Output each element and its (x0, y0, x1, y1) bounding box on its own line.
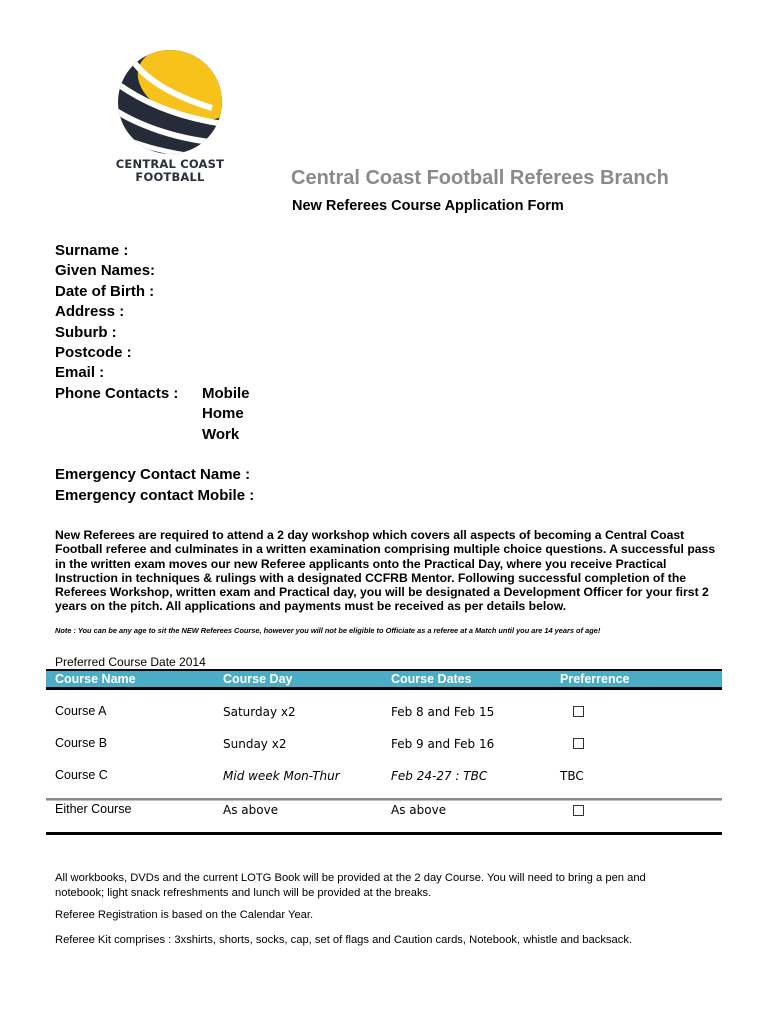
central-coast-football-logo (100, 48, 240, 193)
phone-work-label: Work (202, 425, 240, 443)
info-registration: Referee Registration is based on the Calendar Year. (55, 909, 314, 921)
phone-contacts-label: Phone Contacts : (55, 384, 179, 402)
course-dates: Feb 8 and Feb 15 (391, 705, 495, 719)
email-field[interactable] (55, 363, 254, 383)
logo-wordmark (100, 158, 240, 184)
football-ball-icon (100, 48, 240, 156)
course-day: Mid week Mon-Thur (223, 769, 340, 783)
course-name: Course C (55, 768, 108, 782)
postcode-label: Postcode : (55, 343, 132, 361)
emergency-name-label: Emergency Contact Name : (55, 466, 251, 484)
course-dates: Feb 24-27 : TBC (391, 769, 488, 783)
col-course-day: Course Day (223, 672, 293, 686)
surname-field[interactable] (55, 241, 254, 261)
address-field[interactable] (55, 302, 254, 322)
preference-checkbox-b[interactable] (573, 738, 584, 749)
phone-mobile-label: Mobile (202, 384, 250, 402)
logo-line-2: FOOTBALL (135, 170, 205, 184)
preference-checkbox-either[interactable] (573, 805, 584, 816)
given-names-label: Given Names: (55, 262, 156, 280)
logo-line-1: CENTRAL COAST (115, 157, 225, 171)
course-dates: Feb 9 and Feb 16 (391, 737, 495, 751)
course-dates: As above (391, 803, 447, 817)
info-kit: Referee Kit comprises : 3xshirts, shorts, socks, cap, set of flags and Caution cards, Notebook, whistle and backsack. (55, 934, 633, 946)
age-note: Note : You can be any age to sit the NEW Referees Course, however you will not be eligible to Officiate as a referee at a Match until you are 14 years of age! (55, 626, 601, 635)
phone-work-field[interactable] (55, 425, 254, 445)
dob-label: Date of Birth : (55, 282, 155, 300)
phone-home-label: Home (202, 405, 244, 423)
table-header (46, 669, 722, 690)
postcode-field[interactable] (55, 343, 254, 363)
col-course-name: Course Name (55, 672, 136, 686)
course-name: Either Course (55, 802, 132, 816)
emergency-mobile-field[interactable] (55, 486, 254, 506)
table-caption: Preferred Course Date 2014 (55, 655, 206, 669)
surname-label: Surname : (55, 242, 129, 259)
col-course-dates: Course Dates (391, 672, 472, 686)
course-day: Sunday x2 (223, 737, 287, 751)
course-day: Saturday x2 (223, 705, 296, 719)
phone-home-field[interactable] (55, 404, 254, 424)
preference-checkbox-a[interactable] (573, 706, 584, 717)
table-row (46, 754, 722, 786)
address-label: Address : (55, 303, 125, 321)
course-name: Course A (55, 704, 107, 718)
dob-field[interactable] (55, 282, 254, 302)
given-names-field[interactable] (55, 261, 254, 281)
email-label: Email : (55, 364, 105, 382)
form-subtitle: New Referees Course Application Form (292, 198, 564, 214)
table-bottom-rule (46, 832, 722, 835)
course-table (46, 669, 722, 835)
page-title: Central Coast Football Referees Branch (291, 167, 669, 189)
preference-tbc: TBC (560, 769, 584, 783)
suburb-label: Suburb : (55, 323, 117, 341)
course-description: New Referees are required to attend a 2 day workshop which covers all aspects of becoming a Central Coast Football referee and culminates in a written examination comprising multiple choice questions. A successful pass in the written exam moves our new Referee applicants onto the Practical Day, where you receive Practical Instruction in techniques & rulings with a designated CCFRB Mentor. Following successful completion of the Referees Workshop, written exam and Practical day, you will be designated a Development Officer for your first 2 years on the pitch. All applications and payments must be received as per details below. (55, 528, 716, 614)
table-row (46, 801, 722, 832)
applicant-fields (55, 241, 254, 506)
table-row (46, 722, 722, 754)
col-preference: Preferrence (560, 672, 630, 686)
info-materials: All workbooks, DVDs and the current LOTG Book will be provided at the 2 day Course. You will need to bring a pen and notebook; light snack refreshments and lunch will be provided at the breaks. (55, 872, 646, 899)
emergency-mobile-label: Emergency contact Mobile : (55, 486, 255, 504)
course-name: Course B (55, 736, 108, 750)
phone-mobile-field[interactable] (55, 384, 254, 404)
table-row (46, 690, 722, 722)
emergency-name-field[interactable] (55, 465, 254, 485)
suburb-field[interactable] (55, 323, 254, 343)
course-day: As above (223, 803, 279, 817)
